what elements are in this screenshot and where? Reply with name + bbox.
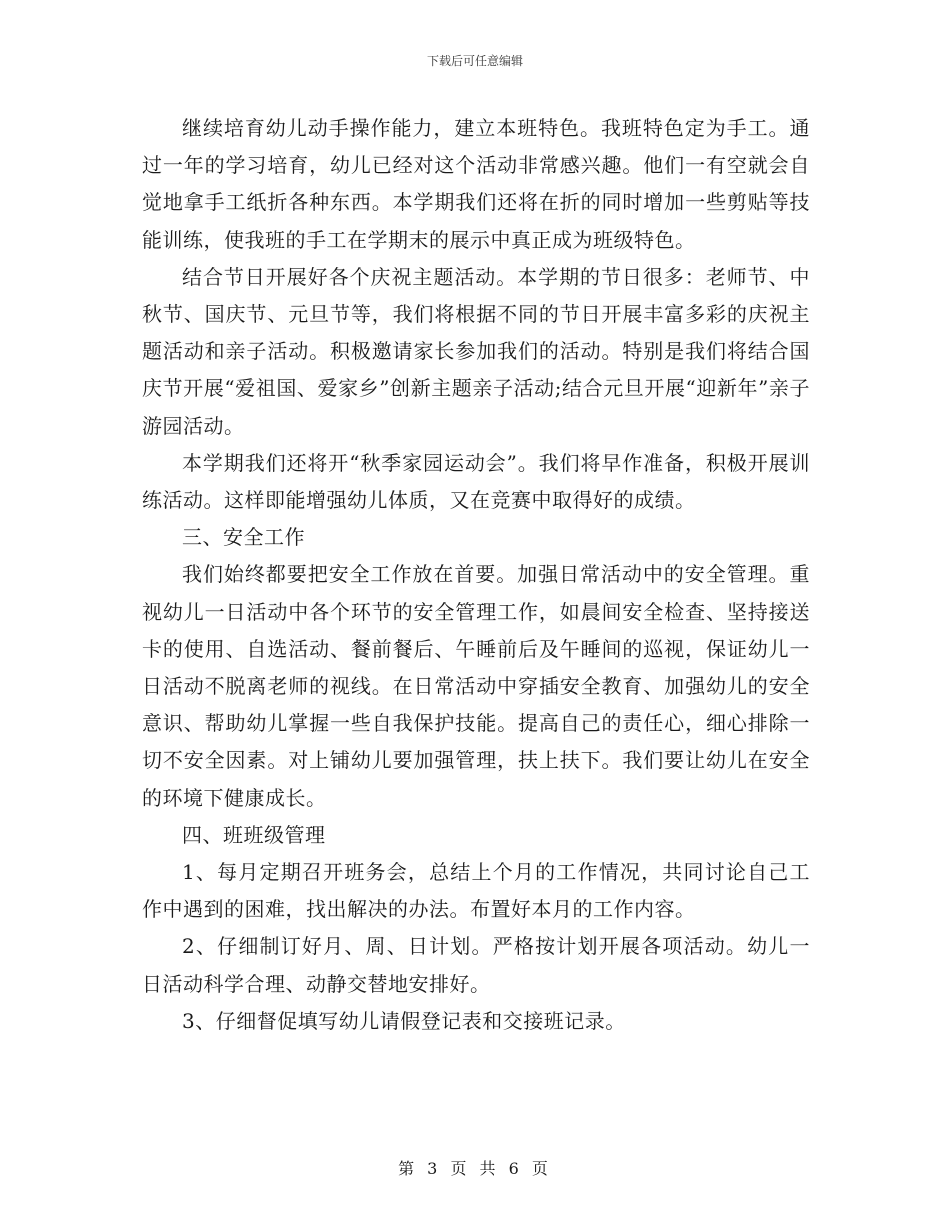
- list-item-records: 3、仔细督促填写幼儿请假登记表和交接班记录。: [182, 1008, 626, 1033]
- section-heading-class-management: 四、班班级管理: [182, 822, 326, 847]
- list-item-monthly-meeting: 1、每月定期召开班务会，总结上个月的工作情况，共同讨论自己工作中遇到的困难，找出解决的办法。布置好本月的工作内容。: [142, 860, 810, 922]
- paragraph-handcraft-feature: 继续培育幼儿动手操作能力，建立本班特色。我班特色定为手工。通过一年的学习培育，幼儿已经对这个活动非常感兴趣。他们一有空就会自觉地拿手工纸折各种东西。本学期我们还将在折的同时增加一些剪贴等技能训练，使我班的手工在学期末的展示中真正成为班级特色。: [142, 116, 810, 252]
- list-item-plans: 2、仔细制订好月、周、日计划。严格按计划开展各项活动。幼儿一日活动科学合理、动静交替地安排好。: [142, 934, 810, 996]
- paragraph-festival-activities: 结合节日开展好各个庆祝主题活动。本学期的节日很多：老师节、中秋节、国庆节、元旦节等，我们将根据不同的节日开展丰富多彩的庆祝主题活动和亲子活动。积极邀请家长参加我们的活动。特别是我们将结合国庆节开展“爱祖国、爱家乡”创新主题亲子活动;结合元旦开展“迎新年”亲子游园活动。: [142, 264, 810, 438]
- page-number: 第 3 页 共 6 页: [398, 1159, 552, 1178]
- document-body: [142, 110, 810, 1040]
- paragraph-sports-meeting: 本学期我们还将开“秋季家园运动会”。我们将早作准备，积极开展训练活动。这样即能增强幼儿体质，又在竞赛中取得好的成绩。: [142, 450, 810, 513]
- section-heading-safety: 三、安全工作: [182, 525, 305, 550]
- paragraph-safety-work: 我们始终都要把安全工作放在首要。加强日常活动中的安全管理。重视幼儿一日活动中各个环节的安全管理工作，如晨间安全检查、坚持接送卡的使用、自选活动、餐前餐后、午睡前后及午睡间的巡视，保证幼儿一日活动不脱离老师的视线。在日常活动中穿插安全教育、加强幼儿的安全意识、帮助幼儿掌握一些自我保护技能。提高自己的责任心，细心排除一切不安全因素。对上铺幼儿要加强管理，扶上扶下。我们要让幼儿在安全的环境下健康成长。: [142, 562, 810, 810]
- page-header: 下载后可任意编辑: [426, 54, 523, 68]
